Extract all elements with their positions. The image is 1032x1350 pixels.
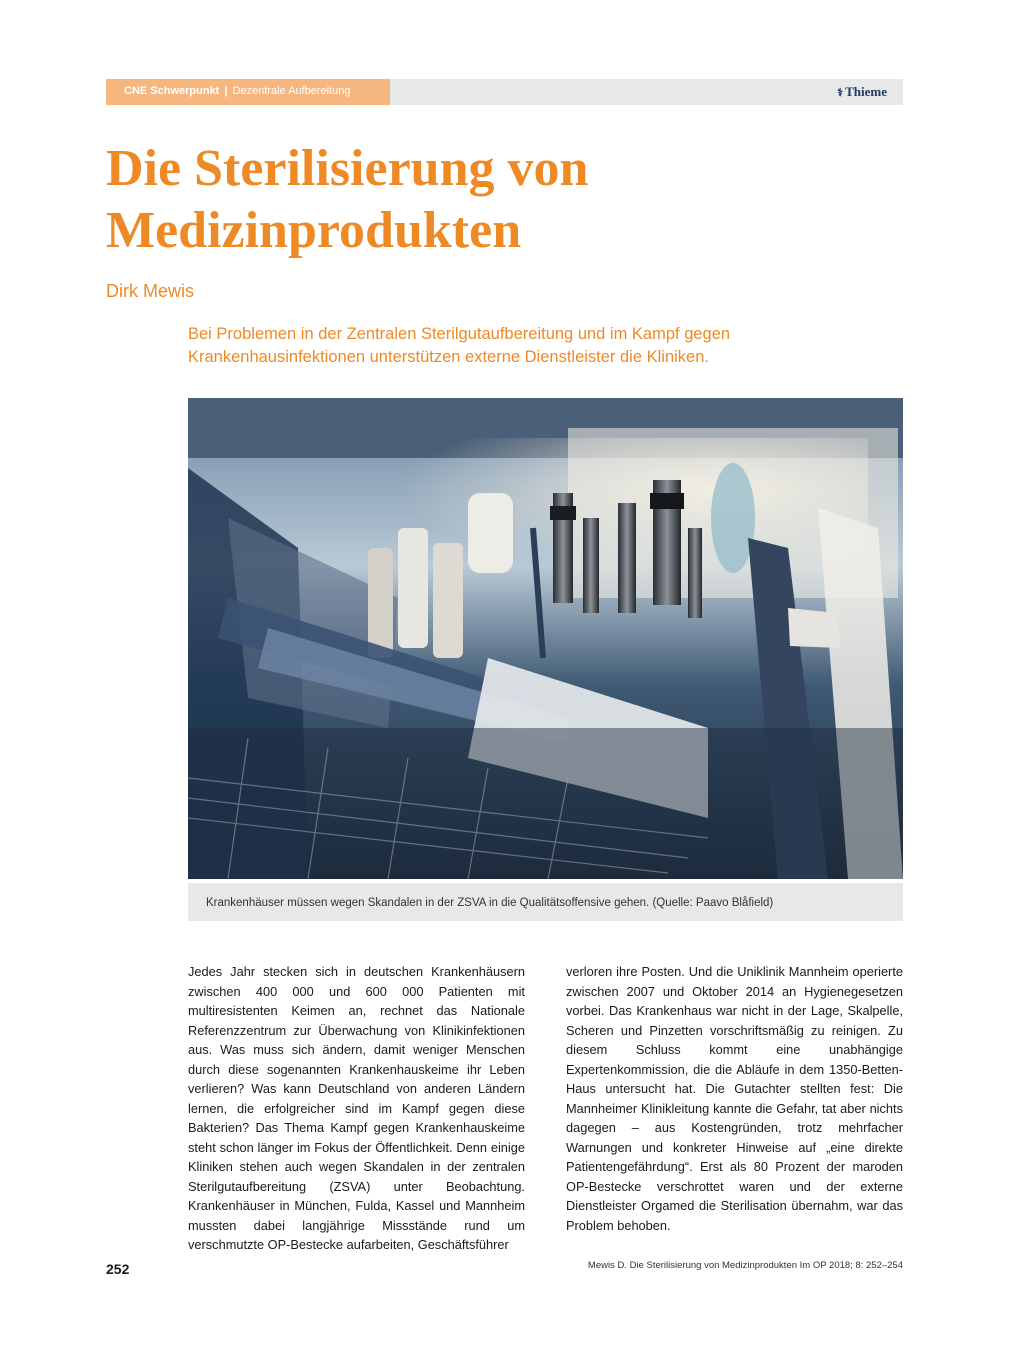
title-line-2: Medizinprodukten xyxy=(106,202,522,259)
lead-line-2: Krankenhausinfektionen unterstützen externe Dienstleister die Kliniken. xyxy=(188,348,709,366)
sterilization-instruments-photo xyxy=(188,398,903,879)
publisher-name: Thieme xyxy=(845,84,887,99)
lead-line-1: Bei Problemen in der Zentralen Sterilgutaufbereitung und im Kampf gegen xyxy=(188,325,731,343)
running-header xyxy=(106,79,903,105)
section-tag xyxy=(106,79,390,105)
article-author: Dirk Mewis xyxy=(106,281,194,301)
section-separator: | xyxy=(224,85,228,97)
body-column-2: verloren ihre Posten. Und die Uniklinik Mannheim operierte zwischen 2007 und Oktober 2014 an Hygienegesetzen vorbei. Das Krankenhaus war nicht in der Lage, Skalpelle, Scheren und Pinzetten vorschriftsmäßig zu reinigen. Zu diesem Schluss kommt eine unabhängige Expertenkommission, die die Abläufe in dem 1350-Betten-Haus untersucht hat. Die Gutachter stellten fest: Die Mannheimer Klinikleitung kannte die Gefahr, tat aber nichts dagegen – aus Kostengründen, trotz mehrfacher Warnungen und konkreter Hinweise auf „eine direkte Patientengefährdung“. Erst als 80 Prozent der maroden OP-Bestecke verschrottet waren und der externe Dienstleister Orgamed die Sterilisation übernahm, war das Problem behoben. xyxy=(566,964,903,1233)
topic-label: Dezentrale Aufbereitung xyxy=(232,85,351,97)
photo-caption: Krankenhäuser müssen wegen Skandalen in der ZSVA in die Qualitätsoffensive gehen. (Quelle: Paavo Blåfield) xyxy=(188,883,903,921)
article-title xyxy=(106,138,906,262)
article-photo xyxy=(188,398,903,879)
publisher-logo xyxy=(837,79,887,106)
title-line-1: Die Sterilisierung von xyxy=(106,140,589,197)
body-column-1: Jedes Jahr stecken sich in deutschen Krankenhäusern zwischen 400 000 und 600 000 Patienten mit multiresistenten Keimen an, rechnet das Nationale Referenzzentrum zur Überwachung von Klinikinfektionen aus. Was muss sich ändern, damit weniger Menschen durch diese sogenannten Krankenhauskeime ihr Leben verlieren? Was kann Deutschland von anderen Ländern lernen, die erfolgreicher sind im Kampf gegen diese Bakterien? Das Thema Kampf gegen Krankenhauskeime steht schon länger im Fokus der Öffentlichkeit. Denn einige Kliniken stehen auch wegen Skandalen in der zentralen Sterilgutaufbereitung (ZSVA) unter Beobachtung. Krankenhäuser in München, Fulda, Kassel und Mannheim mussten dabei langjährige Missstände rund um verschmutzte OP-Bestecke aufarbeiten, Geschäftsführer xyxy=(188,964,525,1252)
section-label: CNE Schwerpunkt xyxy=(124,85,220,97)
citation-footer: Mewis D. Die Sterilisierung von Medizinprodukten Im OP 2018; 8: 252–254 xyxy=(587,1260,903,1271)
article-lead xyxy=(188,323,888,369)
page-number: 252 xyxy=(106,1261,130,1277)
thieme-emblem-icon: ⚕ xyxy=(837,87,844,99)
